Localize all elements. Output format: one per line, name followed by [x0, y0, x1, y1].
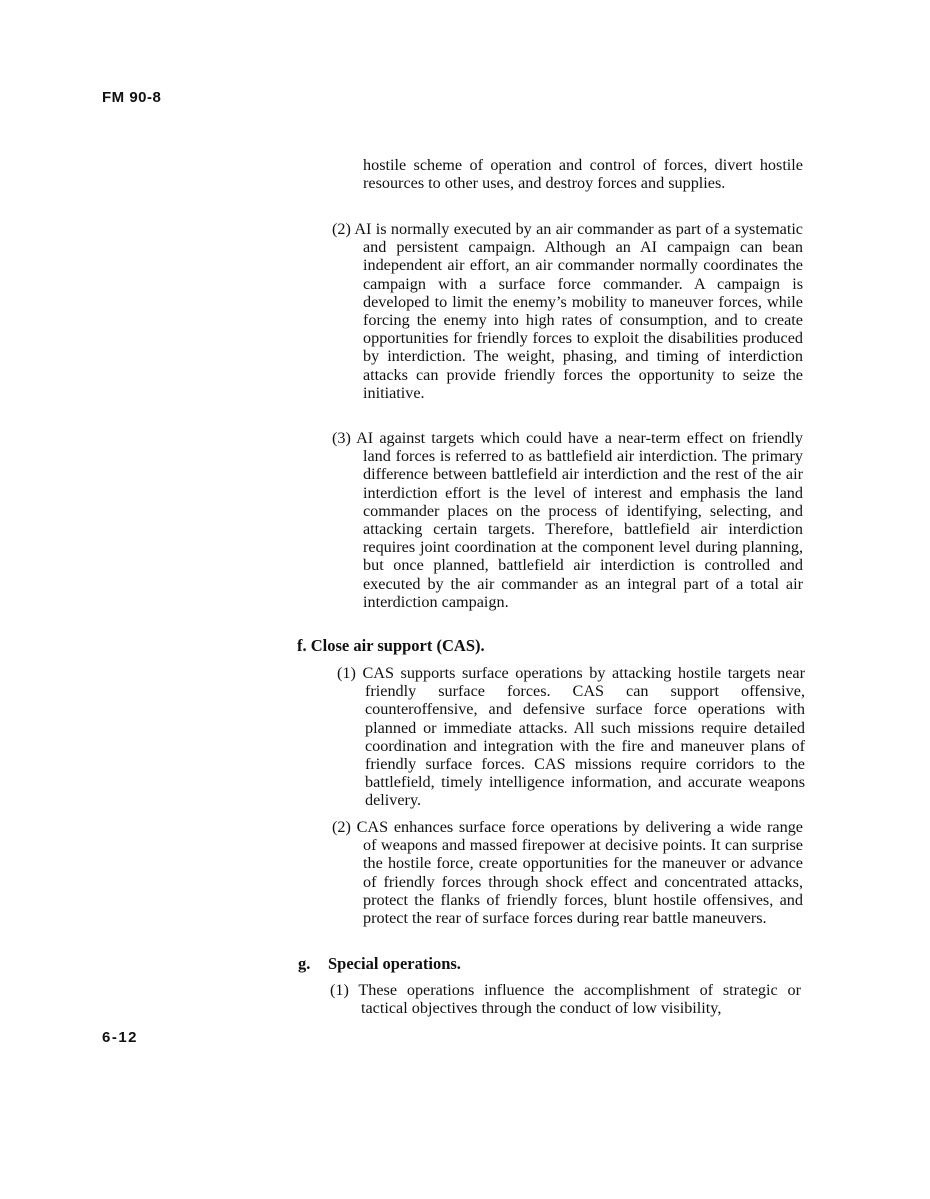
- paragraph-cas-2: (2) CAS enhances surface force operations by delivering a wide range of weapons and massed firepower at decisive points. It can surprise the hostile force, create opportunities for the maneuver or advance of friendly forces through shock effect and concentrated attacks, protect the flanks of friendly forces, blunt hostile offensives, and protect the rear of surface forces during rear battle maneuvers.: [332, 818, 803, 928]
- paragraph-cas-1: (1) CAS supports surface operations by attacking hostile targets near friendly surface forces. CAS can support offensive, counteroffensive, and defensive surface force operations with planned or immediate attacks. All such missions require detailed coordination and integration with the fire and maneuver plans of friendly surface forces. CAS missions require corridors to the battlefield, timely intelligence information, and accurate weapons delivery.: [337, 664, 805, 810]
- section-g-letter: g.: [298, 954, 311, 973]
- continuation-paragraph: hostile scheme of operation and control of forces, divert hostile resources to other uses, and destroy forces and supplies.: [363, 156, 803, 193]
- paragraph-ai-2: (2) AI is normally executed by an air commander as part of a systematic and persistent campaign. Although an AI campaign can bean independent air effort, an air commander normally coordinates the campaign with a surface force commander. A campaign is developed to limit the enemy’s mobility to maneuver forces, while forcing the enemy into high rates of consumption, and to create opportunities for friendly forces to exploit the disabilities produced by interdiction. The weight, phasing, and timing of interdiction attacks can provide friendly forces the opportunity to seize the initiative.: [332, 220, 803, 402]
- paragraph-special-ops-1: (1) These operations influence the accomplishment of strategic or tactical objectives through the conduct of low visibility,: [330, 981, 801, 1018]
- page-number: 6-12: [102, 1029, 139, 1046]
- document-id: FM 90-8: [102, 89, 162, 106]
- section-g-heading: [298, 955, 461, 973]
- section-f-heading: f. Close air support (CAS).: [297, 636, 485, 655]
- paragraph-ai-3: (3) AI against targets which could have a near-term effect on friendly land forces is referred to as battlefield air interdiction. The primary difference between battlefield air interdiction and the rest of the air interdiction effort is the level of interest and emphasis the land commander places on the process of identifying, selecting, and attacking certain targets. Therefore, battlefield air interdiction requires joint coordination at the component level during planning, but once planned, battlefield air interdiction is controlled and executed by the air commander as an integral part of a total air interdiction campaign.: [332, 429, 803, 611]
- section-g-title: Special operations.: [328, 954, 461, 973]
